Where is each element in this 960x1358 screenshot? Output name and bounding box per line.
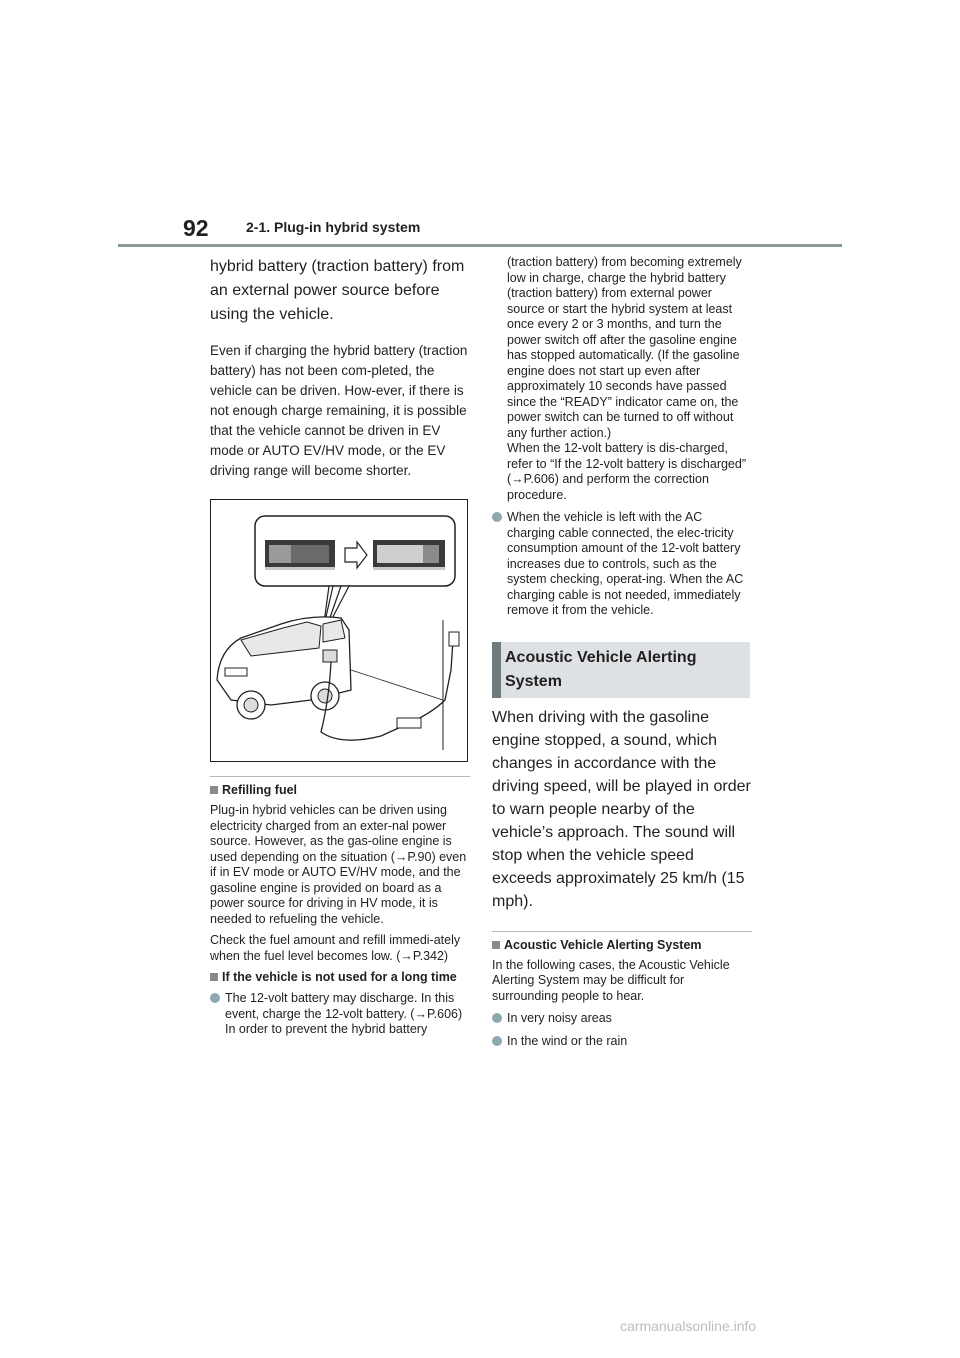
watermark: carmanualsonline.info: [620, 1318, 757, 1334]
list-item: In very noisy areas: [492, 1011, 752, 1027]
refilling-paragraph-1: Plug-in hybrid vehicles can be driven using electricity charged from an exter-nal power source. However, as the gas-oline engine is used depending on the situation (→P.90) even if in EV mode or AUTO EV/HV mode, and the gasoline engine is provided on board as a power source for driving in HV mode, it is needed to refueling the vehicle.: [210, 803, 467, 926]
refilling-paragraph-2: Check the fuel amount and refill immedi-ately when the fuel level becomes low. (→P.342): [210, 933, 461, 963]
circle-bullet-icon: [492, 1013, 502, 1023]
circle-bullet-icon: [492, 512, 502, 522]
section-title: 2-1. Plug-in hybrid system: [246, 219, 421, 235]
section-title-box: [492, 642, 750, 698]
circle-bullet-icon: [492, 1036, 502, 1046]
right-column: [492, 255, 752, 1049]
list-item: The 12-volt battery may discharge. In this event, charge the 12-volt battery. (→P.606) In order to prevent the hybrid battery: [210, 991, 470, 1038]
box-title: Acoustic Vehicle Alerting System: [505, 648, 697, 690]
battery-continued-text: (traction battery) from becoming extremely low in charge, charge the hybrid battery (traction battery) from external power source or start the hybrid system at least once every 2 or 3 months, and turn the power switch off after the gasoline engine has stopped automatically. (If the gasoline engine does not start up even after approximately 10 seconds have passed since the “READY” indicator came on, the power switch can be turned to off without any further action.) When the 12-volt battery is dis-charged, refer to “If the 12-volt battery is discharged” (→P.606) and perform the correction procedure.: [507, 255, 746, 502]
avas-intro: When driving with the gasoline engine stopped, a sound, which changes in accordance with the driving speed, will be played in order to warn people nearby of the vehicle’s approach. The sound will stop when the vehicle speed exceeds approximately 25 km/h (15 mph).: [492, 708, 751, 910]
list-item: In the wind or the rain: [492, 1034, 752, 1050]
not-used-heading: If the vehicle is not used for a long time: [210, 970, 470, 985]
square-bullet-icon: [210, 786, 218, 794]
square-bullet-icon: [492, 941, 500, 949]
page-number: 92: [183, 215, 209, 241]
left-column: [210, 255, 470, 1038]
header-divider: [118, 244, 842, 247]
avas-paragraph: In the following cases, the Acoustic Vehicle Alerting System may be difficult for surrounding people to hear.: [492, 957, 730, 1003]
circle-bullet-icon: [210, 993, 220, 1003]
intro-text: hybrid battery (traction battery) from an external power source before using the vehicle.: [210, 258, 465, 323]
list-item: When the vehicle is left with the AC charging cable connected, the elec-tricity consumption amount of the 12-volt battery increases due to controls, such as the system checking, operat-ing. When the AC charging cable is not needed, immediately remove it from the vehicle.: [492, 510, 752, 619]
charging-illustration: [210, 499, 468, 762]
car-charging-drawing: [211, 500, 467, 761]
avas-heading: Acoustic Vehicle Alerting System: [492, 938, 752, 953]
square-bullet-icon: [210, 973, 218, 981]
refilling-fuel-heading: Refilling fuel: [210, 783, 470, 798]
charge-note: Even if charging the hybrid battery (traction battery) has not been com-pleted, the vehicle can be driven. How-ever, if there is not enough charge remaining, it is possible that the vehicle cannot be driven in EV mode or AUTO EV/HV mode, or the EV driving range will become shorter.: [210, 343, 468, 478]
